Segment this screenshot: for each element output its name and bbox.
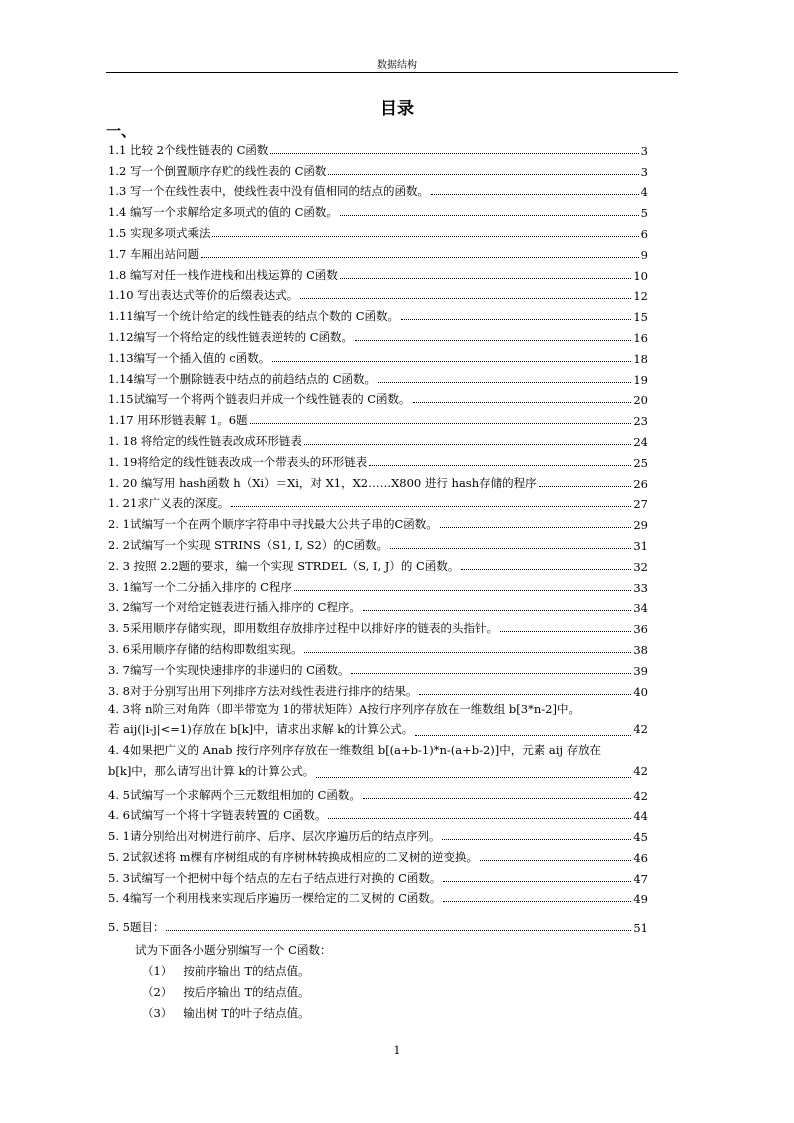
toc-entry-page: 5 [640,206,648,221]
toc-entry-label: 1. 18 将给定的线性链表改成环形链表 [108,433,302,448]
toc-entry-label: 5. 2试叙述将 m棵有序树组成的有序树林转换成相应的二叉树的逆变换。 [108,849,479,864]
toc-entry-page: 25 [633,455,648,470]
toc-entry-page: 3 [640,164,648,179]
toc-entry[interactable] [108,657,648,678]
toc-entry-page: 45 [633,830,648,845]
toc-entry-label: 3. 6采用顺序存储的结构即数组实现。 [108,641,303,656]
sub-item: （3） 输出树 T的叶子结点值。 [142,1006,310,1020]
toc-entry[interactable] [108,803,648,824]
toc-entry-label: 4. 6试编写一个将十字链表转置的 C函数。 [108,808,327,823]
dot-leader [231,506,631,507]
toc-entry[interactable] [108,241,648,262]
page-title: 目录 [380,99,414,119]
toc-entry-multiline[interactable] [108,699,648,741]
dot-leader [363,798,631,799]
toc-entry-label-line1: 4. 3将 n阶三对角阵（即半带宽为 1的带状矩阵）A按行序列序存放在一维数组 b[3*n-2]中。 [108,701,580,716]
toc-entry-page: 27 [633,497,648,512]
toc-entry-label: 1.10 写出表达式等价的后缀表达式。 [108,288,299,303]
page-number: 1 [393,1044,401,1057]
dot-leader [294,590,631,591]
dot-leader [250,423,632,424]
toc-entry[interactable] [108,886,648,907]
toc-entry[interactable] [108,179,648,200]
toc-entry-page: 26 [633,476,648,491]
dot-leader [316,777,631,778]
toc-entry-label: 1.2 写一个倒置顺序存贮的线性表的 C函数 [108,163,327,178]
toc-entry[interactable] [108,366,648,387]
toc-entry-label: 1.8 编写对任一栈作进栈和出栈运算的 C函数 [108,267,338,282]
toc-entry-page: 19 [633,372,648,387]
toc-entry[interactable] [108,470,648,491]
dot-leader [166,930,631,931]
toc-entry[interactable] [108,595,648,616]
toc-entry-page: 31 [633,538,648,553]
toc-entry[interactable] [108,303,648,324]
toc-entry[interactable] [108,574,648,595]
dot-leader [304,444,631,445]
toc-entry-page: 23 [633,414,648,429]
dot-leader [401,319,631,320]
dot-leader [390,548,631,549]
toc-entry[interactable] [108,636,648,657]
header-rule [106,72,678,73]
toc-entry-page: 40 [633,684,648,699]
toc-entry-label-line2: b[k]中，那么请写出计算 k的计算公式。 [108,763,315,778]
toc-entry-page: 18 [633,351,648,366]
dot-leader [212,236,638,237]
dot-leader [328,818,631,819]
toc-entry[interactable] [108,283,648,304]
toc-entry-label: 1.12编写一个将给定的线性链表逆转的 C函数。 [108,329,354,344]
toc-entry[interactable] [108,199,648,220]
dot-leader [461,569,631,570]
dot-leader [363,610,631,611]
toc-entry-page: 6 [640,226,648,241]
toc-entry[interactable] [108,491,648,512]
running-header: 数据结构 [377,60,417,71]
dot-leader [340,278,631,279]
toc-entry[interactable] [108,262,648,283]
toc-entry-page: 15 [633,310,648,325]
toc-entry[interactable] [108,324,648,345]
toc-entry-page: 51 [633,921,648,936]
toc-entry-label: 4. 5试编写一个求解两个三元数组相加的 C函数。 [108,787,361,802]
toc-entry[interactable] [108,844,648,865]
toc-entry-page: 39 [633,663,648,678]
toc-entry-label: 5. 5题目： [108,920,165,935]
task-description: 试为下面各小题分别编写一个 C函数： [135,943,332,957]
toc-entry[interactable] [108,158,648,179]
toc-entry-label: 2. 2试编写一个实现 STRINS（S1, I, S2）的C函数。 [108,537,389,552]
toc-entry-page: 44 [633,809,648,824]
dot-leader [304,652,631,653]
toc-entry[interactable] [108,220,648,241]
dot-leader [415,735,631,736]
toc-entry[interactable] [108,553,648,574]
toc-entry[interactable] [108,137,648,158]
toc-entry-page: 12 [633,289,648,304]
dot-leader [270,153,638,154]
sub-item: （2） 按后序输出 T的结点值。 [142,985,310,999]
toc-entry-label: 5. 3试编写一个把树中每个结点的左右子结点进行对换的 C函数。 [108,870,442,885]
toc-entry-page: 49 [633,892,648,907]
toc-entry-label: 2. 1试编写一个在两个顺序字符串中寻找最大公共子串的C函数。 [108,517,438,532]
toc-entry-page: 4 [640,185,648,200]
dot-leader [431,194,639,195]
toc-entry-page: 42 [633,788,648,803]
toc-entry-label: 1.14编写一个删除链表中结点的前趋结点的 C函数。 [108,371,377,386]
dot-leader [369,465,631,466]
dot-leader [340,215,639,216]
toc-entry-label: 1.5 实现多项式乘法 [108,225,211,240]
toc-entry-page: 38 [633,642,648,657]
toc-entry-page: 32 [633,559,648,574]
toc-entry-page: 10 [633,268,648,283]
toc-entry-label-line2: 若 aij(|i-j|<=1)存放在 b[k]中，请求出求解 k的计算公式。 [108,722,414,737]
dot-leader [355,340,631,341]
toc-entry-label: 3. 7编写一个实现快速排序的非递归的 C函数。 [108,662,350,677]
dot-leader [351,673,631,674]
toc-entry-label-line1: 4. 4如果把广义的 Anab 按行序列序存放在一维数组 b[(a+b-1)*n-(a+b-2)]中，元素 aij 存放在 [108,743,602,758]
dot-leader [500,631,631,632]
dot-leader [539,486,632,487]
toc-entry-page: 16 [633,330,648,345]
table-of-contents [108,137,648,935]
toc-entry-multiline[interactable] [108,740,648,782]
toc-entry-label: 5. 4编写一个利用栈来实现后序遍历一棵给定的二叉树的 C函数。 [108,891,442,906]
part-heading: 一、 [106,122,137,140]
toc-entry[interactable] [108,532,648,553]
dot-leader [480,860,631,861]
dot-leader [413,402,632,403]
sub-item: （1） 按前序输出 T的结点值。 [142,964,310,978]
toc-entry-label: 1.17 用环形链表解 1。6题 [108,413,248,428]
toc-entry-page: 34 [633,601,648,616]
toc-entry[interactable] [108,865,648,886]
toc-entry[interactable] [108,407,648,428]
toc-entry-label: 1.13编写一个插入值的 c函数。 [108,350,271,365]
toc-entry[interactable] [108,615,648,636]
toc-entry-label: 1.11编写一个统计给定的线性链表的结点个数的 C函数。 [108,309,400,324]
toc-entry-page: 46 [633,850,648,865]
toc-entry[interactable] [108,914,648,935]
toc-entry-label: 1.7 车厢出站问题 [108,246,199,261]
toc-entry[interactable] [108,345,648,366]
toc-entry-label: 2. 3 按照 2.2题的要求，编一个实现 STRDEL（S, I, J）的 C函数。 [108,558,460,573]
dot-leader [443,881,631,882]
toc-entry[interactable] [108,387,648,408]
toc-entry-page: 36 [633,622,648,637]
toc-entry-label: 3. 2编写一个对给定链表进行插入排序的 C程序。 [108,600,361,615]
toc-entry-page: 29 [633,518,648,533]
dot-leader [442,839,631,840]
toc-entry-label: 1. 21求广义表的深度。 [108,496,230,511]
toc-entry-page: 20 [633,393,648,408]
toc-entry-label: 1.3 写一个在线性表中，使线性表中没有值相同的结点的函数。 [108,184,429,199]
dot-leader [378,382,631,383]
toc-entry-label: 5. 1请分别给出对树进行前序、后序、层次序遍历后的结点序列。 [108,829,441,844]
toc-entry-page: 33 [633,580,648,595]
dot-leader [328,174,638,175]
toc-entry-label: 3. 1编写一个二分插入排序的 C程序 [108,579,292,594]
dot-leader [272,361,631,362]
toc-entry-page: 42 [633,722,648,737]
toc-entry-label: 1.4 编写一个求解给定多项式的值的 C函数。 [108,205,338,220]
dot-leader [201,257,639,258]
toc-entry[interactable] [108,449,648,470]
dot-leader [443,901,631,902]
dot-leader [300,298,631,299]
toc-entry[interactable] [108,782,648,803]
dot-leader [419,694,631,695]
toc-entry-label: 1. 20 编写用 hash函数 h（Xi）＝Xi，对 X1，X2……X800 进行 hash存储的程序 [108,475,537,490]
toc-entry-page: 24 [633,434,648,449]
toc-entry[interactable] [108,823,648,844]
dot-leader [440,527,632,528]
toc-entry[interactable] [108,511,648,532]
toc-entry-page: 47 [633,871,648,886]
toc-entry-page: 3 [640,143,648,158]
toc-entry-page: 42 [633,763,648,778]
toc-entry-page: 9 [640,247,648,262]
toc-entry-label: 3. 5采用顺序存储实现，即用数组存放排序过程中以排好序的链表的头指针。 [108,621,498,636]
toc-entry[interactable] [108,678,648,699]
toc-entry-label: 3. 8对于分别写出用下列排序方法对线性表进行排序的结果。 [108,683,418,698]
toc-entry-label: 1.15试编写一个将两个链表归并成一个线性链表的 C函数。 [108,392,411,407]
toc-entry[interactable] [108,428,648,449]
toc-entry-label: 1. 19将给定的线性链表改成一个带表头的环形链表 [108,454,368,469]
toc-entry-label: 1.1 比较 2个线性链表的 C函数 [108,142,269,157]
